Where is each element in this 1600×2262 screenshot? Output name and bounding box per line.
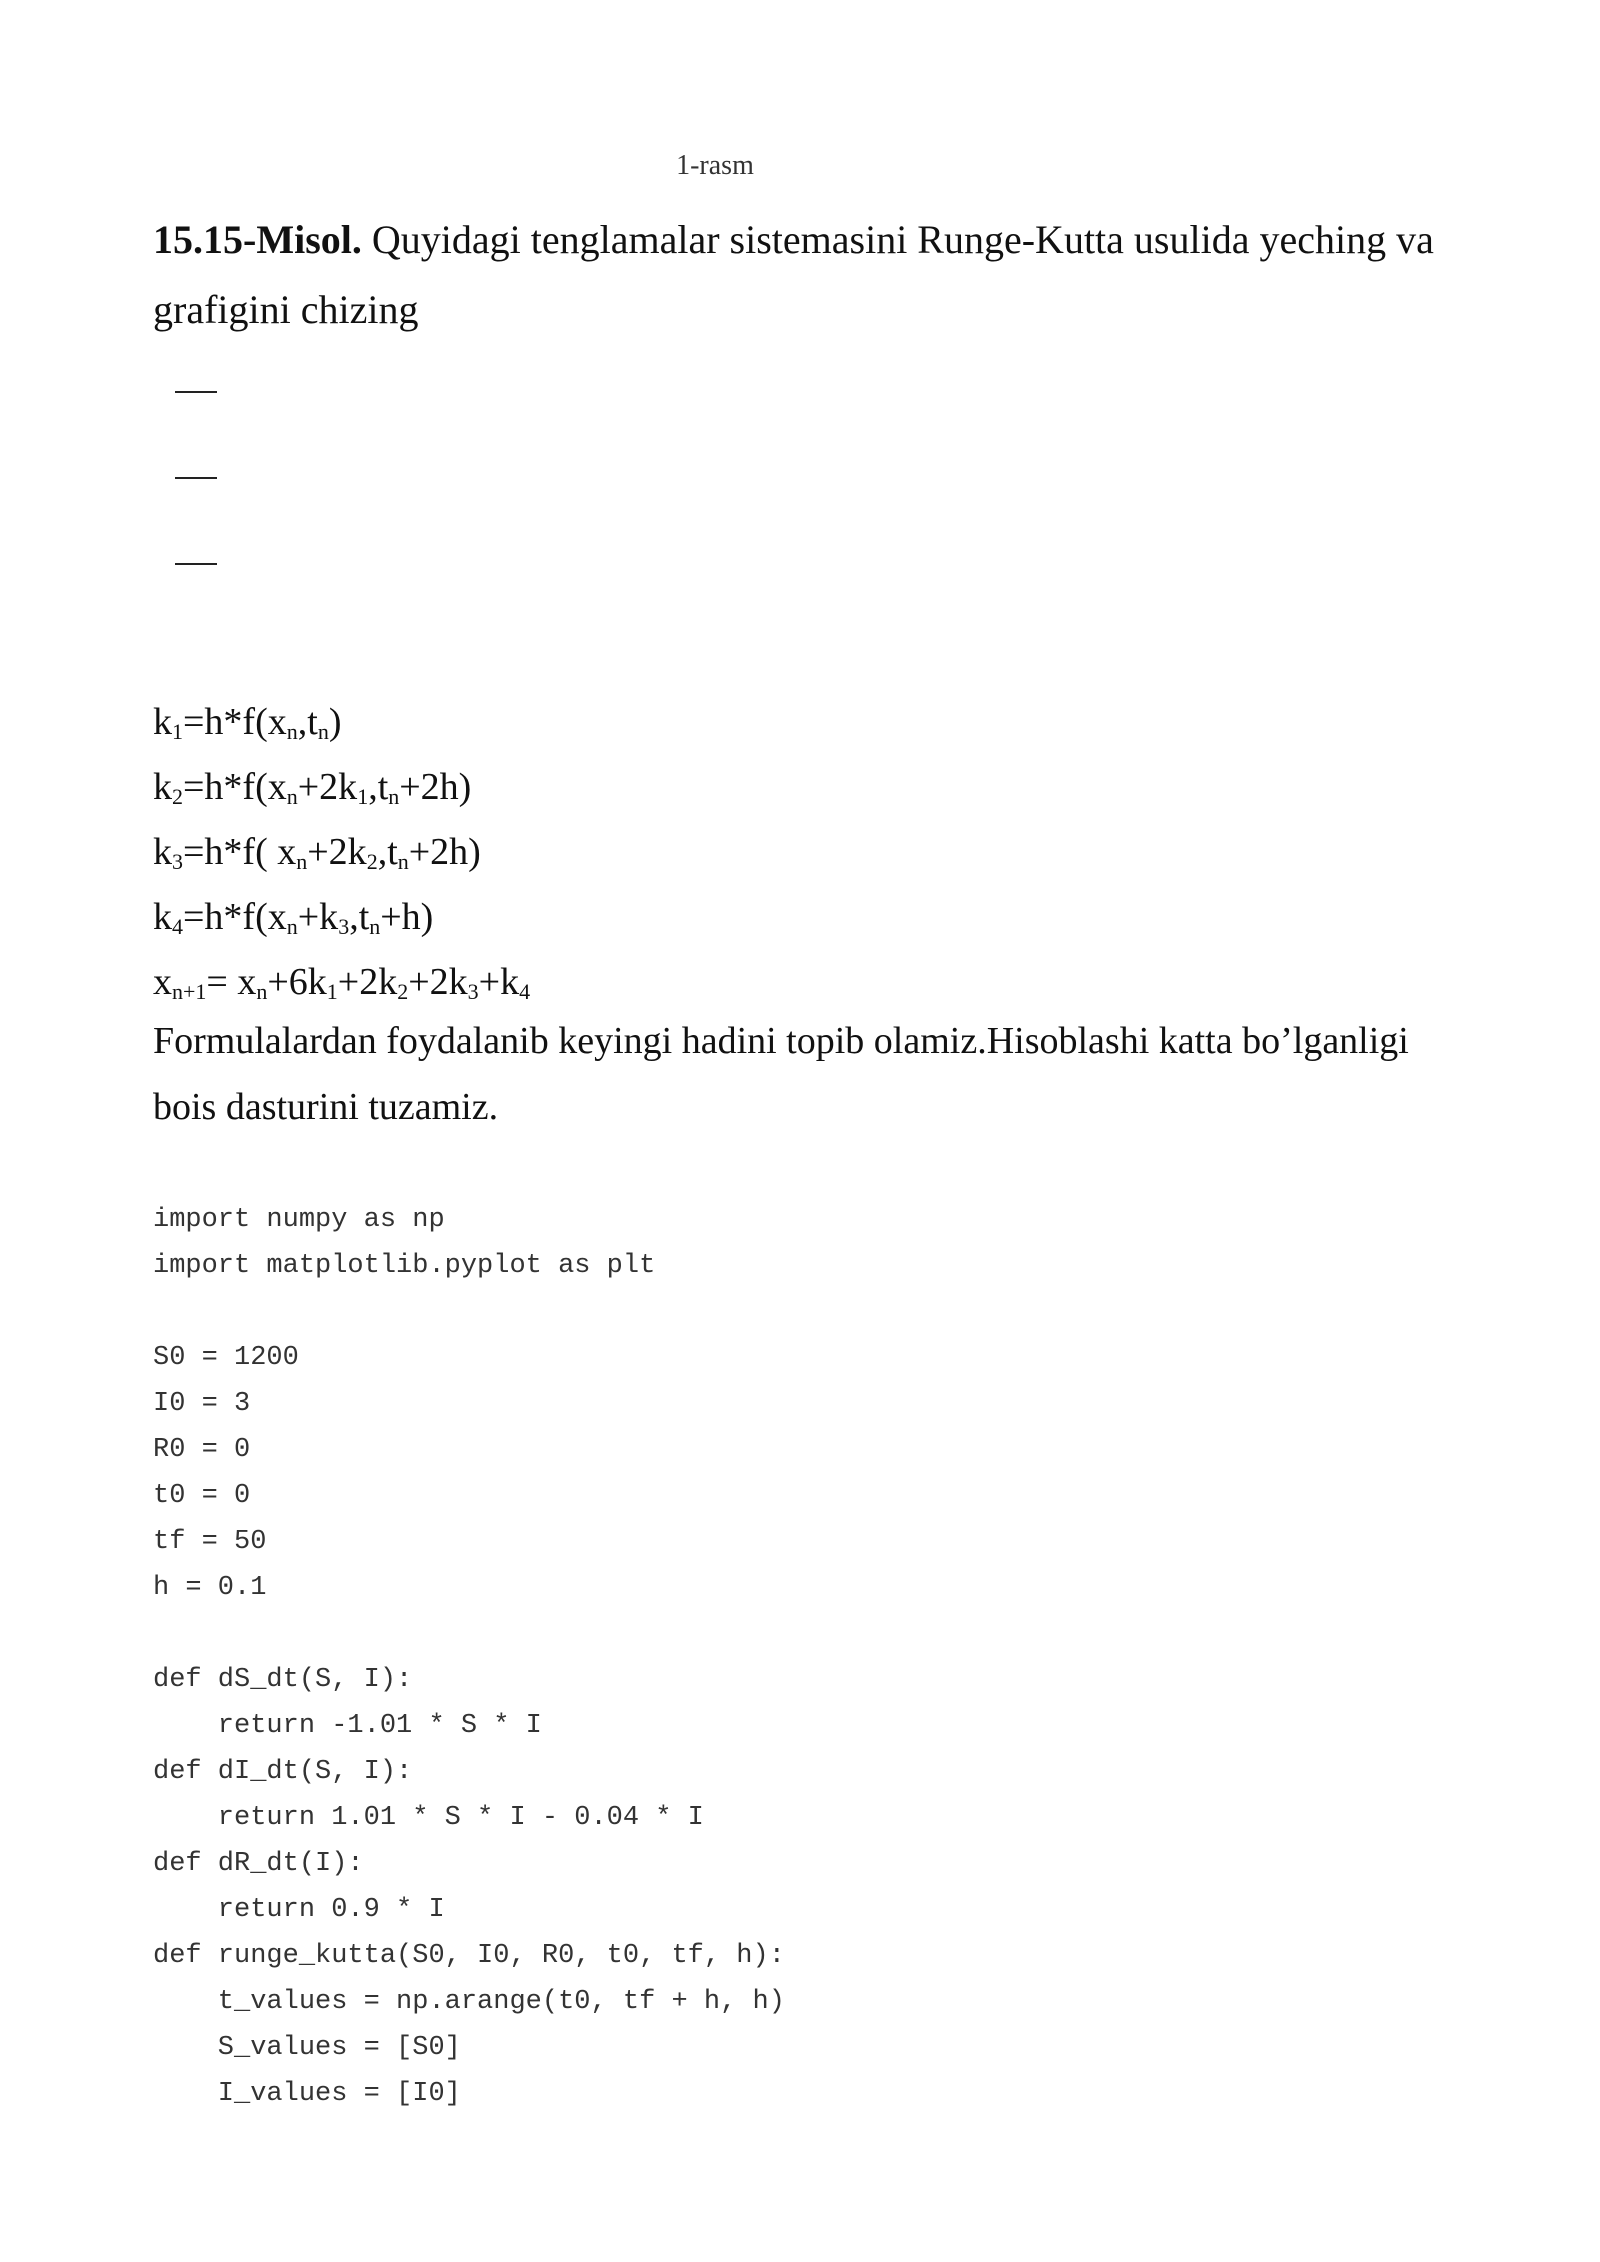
problem-number: 15.15-Misol. <box>153 217 362 262</box>
code-line: def dI_dt(S, I): <box>153 1757 413 1787</box>
formula-x-next: $x_{n+1}= x_n+6k_1+2k_2+2k_3+k_4$ <box>153 961 531 1004</box>
formula-k4: $k_4=h*f(x_n+k_3,t_n+h)$ <box>153 896 434 939</box>
code-line: tf = 50 <box>153 1527 267 1557</box>
runge-kutta-formulas <box>153 690 530 1015</box>
problem-statement <box>153 205 1453 345</box>
equation-placeholder-1 <box>175 391 217 393</box>
code-line: R0 = 0 <box>153 1435 251 1465</box>
formula-k3: $k_3=h*f$( $x_n+2k_2,t_n+2h$) <box>153 831 481 874</box>
formula-k2: $k_2=h*f(x_n+2k_1,t_n+2h)$ <box>153 766 472 809</box>
code-line: S_values = [S0] <box>153 2033 461 2063</box>
code-block <box>153 1197 785 2117</box>
equation-placeholder-2 <box>175 477 217 479</box>
equation-placeholder-3 <box>175 563 217 565</box>
code-line: def dR_dt(I): <box>153 1849 364 1879</box>
code-line: I0 = 3 <box>153 1389 251 1419</box>
code-line: import numpy as np <box>153 1205 445 1235</box>
formula-k1: $k_1=h*f(x_n,t_n)$ <box>153 701 342 744</box>
code-line: def dS_dt(S, I): <box>153 1665 413 1695</box>
code-line: return 1.01 * S * I - 0.04 * I <box>153 1803 704 1833</box>
explanation-paragraph: Formulalardan foydalanib keyingi hadini topib olamiz.Hisoblashi katta bo’lganligi bois dasturini tuzamiz. <box>153 1020 1409 1128</box>
code-line: t0 = 0 <box>153 1481 251 1511</box>
code-line: def runge_kutta(S0, I0, R0, t0, tf, h): <box>153 1941 785 1971</box>
code-line <box>153 1289 785 1335</box>
problem-text: Quyidagi tenglamalar sistemasini Runge-Kutta usulida yeching va grafigini chizing <box>153 217 1434 332</box>
code-line: S0 = 1200 <box>153 1343 299 1373</box>
code-line: import matplotlib.pyplot as plt <box>153 1251 656 1281</box>
code-line: return 0.9 * I <box>153 1895 445 1925</box>
figure-caption: 1-rasm <box>676 150 754 181</box>
code-line <box>153 1611 785 1657</box>
code-line: I_values = [I0] <box>153 2079 461 2109</box>
code-line: return -1.01 * S * I <box>153 1711 542 1741</box>
code-line: t_values = np.arange(t0, tf + h, h) <box>153 1987 785 2017</box>
code-line: h = 0.1 <box>153 1573 267 1603</box>
